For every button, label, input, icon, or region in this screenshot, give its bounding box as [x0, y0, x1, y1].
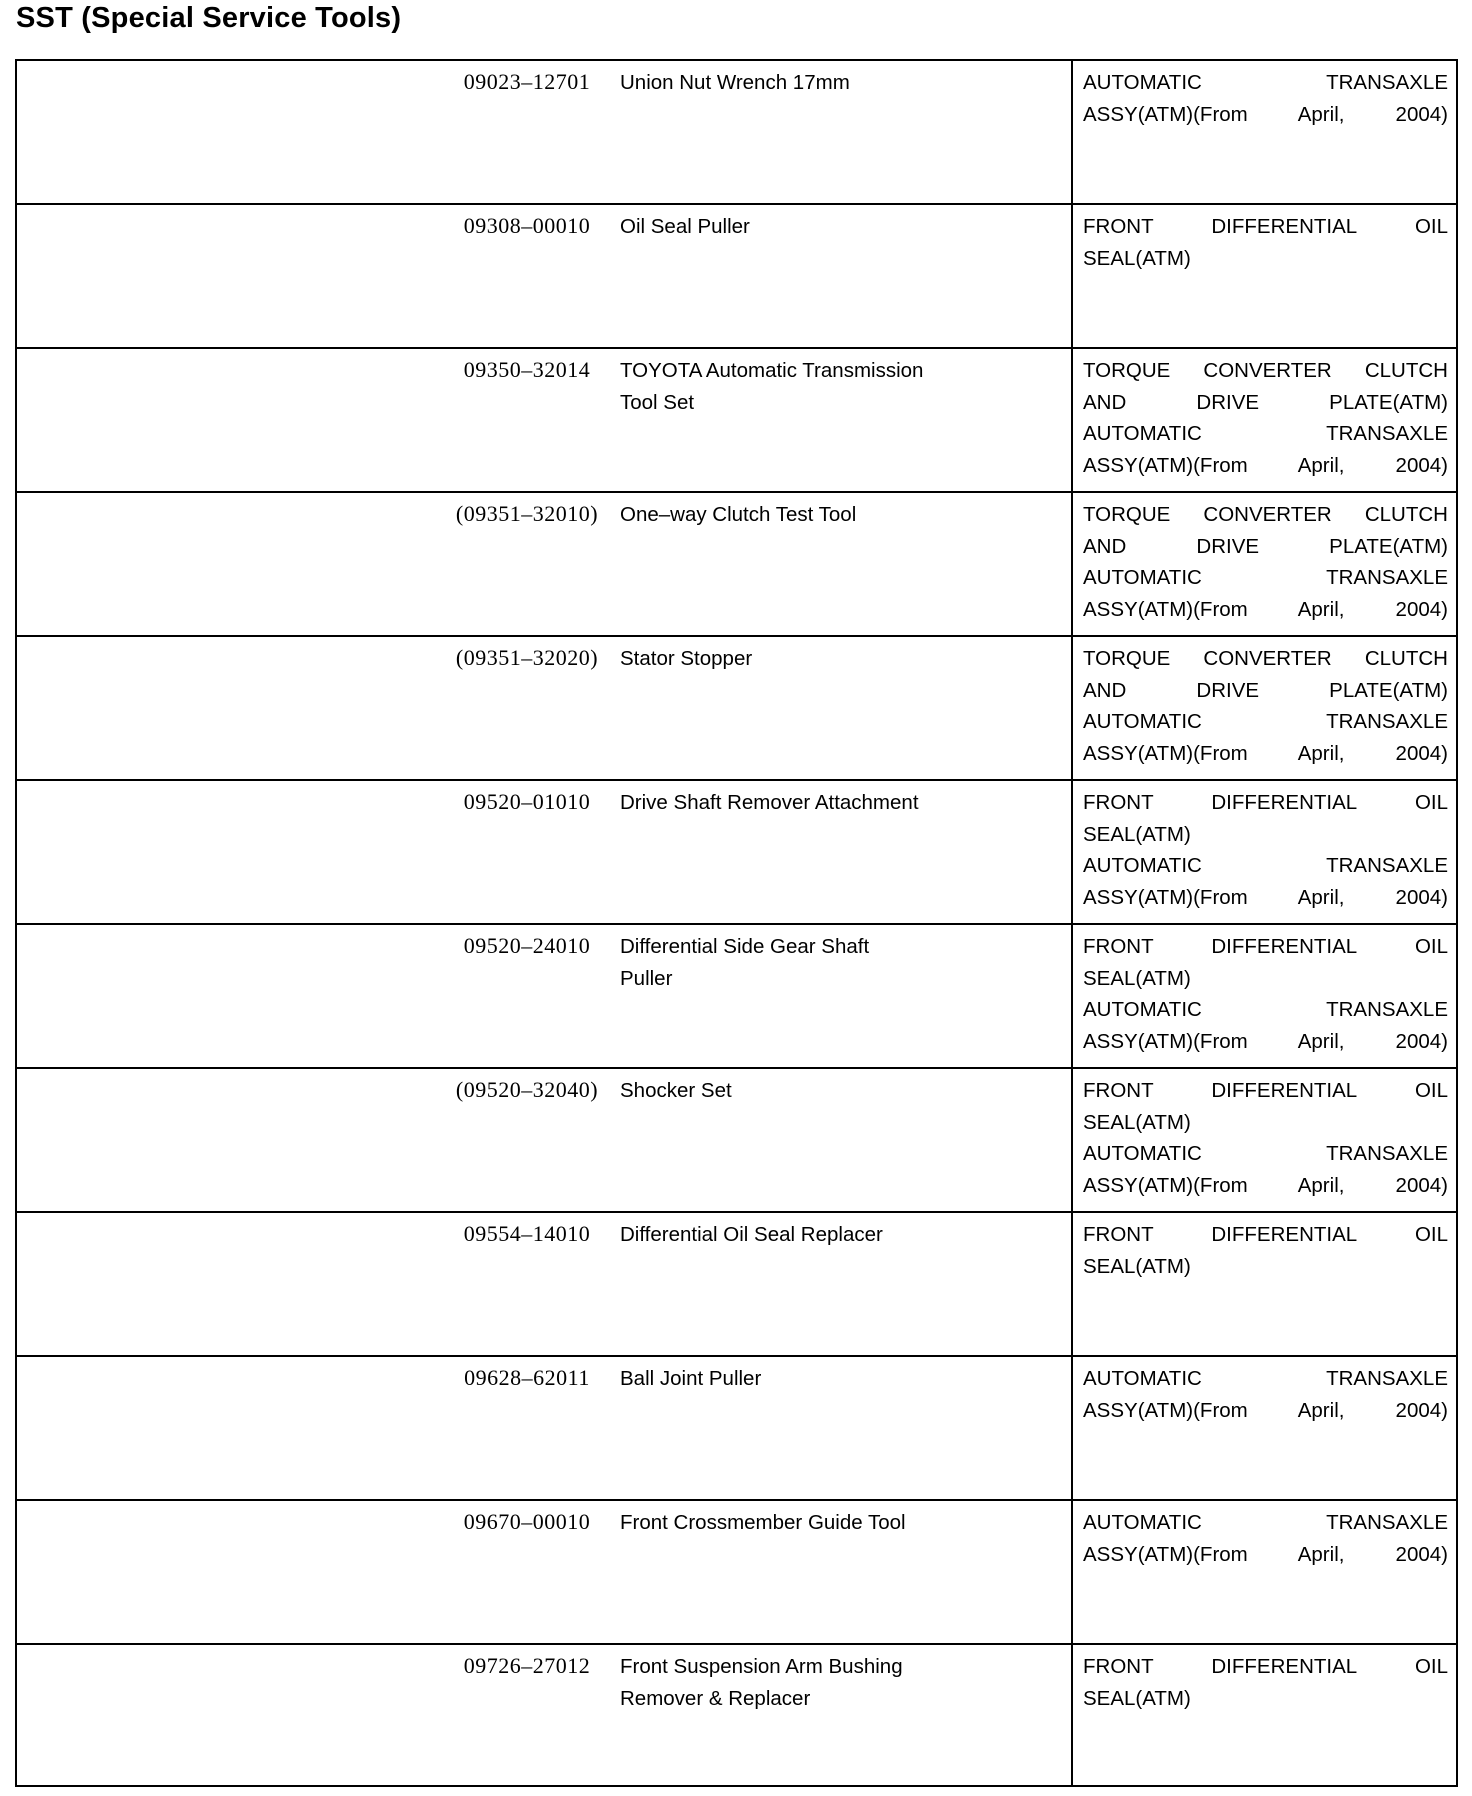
applicable-section [1071, 1069, 1458, 1211]
applicable-word: AUTOMATIC [1083, 1367, 1202, 1390]
applicable-line [1083, 243, 1448, 275]
applicable-line [1083, 418, 1448, 450]
tool-name [620, 211, 1060, 243]
applicable-line [1083, 562, 1448, 594]
part-number: 09726–27012 [463, 1653, 591, 1678]
applicable-section [1071, 781, 1458, 923]
applicable-word: AUTOMATIC [1083, 854, 1202, 877]
applicable-line [1083, 499, 1448, 531]
applicable-word: TRANSAXLE [1326, 1367, 1448, 1390]
tool-name [620, 1651, 1060, 1715]
applicable-line [1083, 850, 1448, 882]
applicable-line [1083, 1219, 1448, 1251]
applicable-word: CONVERTER [1203, 503, 1332, 526]
applicable-section [1071, 205, 1458, 347]
applicable-word: AND DRIVE PLATE(ATM) [1083, 678, 1448, 702]
applicable-line [1083, 1075, 1448, 1107]
applicable-line [1083, 355, 1448, 387]
applicable-line [1083, 994, 1448, 1026]
applicable-line [1083, 882, 1448, 914]
tool-name-line: Differential Side Gear Shaft [620, 935, 870, 958]
stator-stopper-icon [17, 637, 437, 779]
applicable-word: OIL [1414, 1655, 1448, 1678]
ball-joint-puller-icon [17, 1357, 437, 1499]
applicable-section [1071, 349, 1458, 491]
applicable-line [1083, 1107, 1448, 1139]
tool-name-line: Union Nut Wrench 17mm [620, 71, 850, 94]
tool-name [620, 355, 1060, 419]
tool-name [620, 1507, 1060, 1539]
tool-row [17, 61, 1456, 205]
applicable-line [1083, 211, 1448, 243]
tool-name-line: Front Suspension Arm Bushing [620, 1655, 903, 1678]
applicable-word: TRANSAXLE [1326, 566, 1448, 589]
tool-name-line: One–way Clutch Test Tool [620, 503, 857, 526]
part-number: 09023–12701 [463, 69, 591, 94]
applicable-word: OIL [1414, 215, 1448, 238]
tool-name-line: Shocker Set [620, 1079, 732, 1102]
applicable-line [1083, 1651, 1448, 1683]
applicable-word: SEAL(ATM) [1083, 1110, 1191, 1134]
applicable-word: SEAL(ATM) [1083, 966, 1191, 990]
union-nut-wrench-icon [17, 61, 437, 203]
part-number: (09520–32040) [455, 1077, 599, 1102]
tool-name-line: Ball Joint Puller [620, 1367, 762, 1390]
applicable-word: ASSY(ATM)(From April, 2004) [1083, 597, 1448, 621]
applicable-line [1083, 387, 1448, 419]
applicable-word: SEAL(ATM) [1083, 1254, 1191, 1278]
transmission-tool-set-icon [17, 349, 437, 491]
applicable-word: CONVERTER [1203, 647, 1332, 670]
applicable-word: ASSY(ATM)(From April, 2004) [1083, 885, 1448, 909]
applicable-word: OIL [1414, 1079, 1448, 1102]
oil-seal-replacer-icon [17, 1213, 437, 1355]
applicable-word: AND DRIVE PLATE(ATM) [1083, 390, 1448, 414]
applicable-word: SEAL(ATM) [1083, 246, 1191, 270]
tool-row [17, 1645, 1456, 1785]
applicable-word: TRANSAXLE [1326, 1511, 1448, 1534]
applicable-line [1083, 1683, 1448, 1715]
applicable-section [1071, 1213, 1458, 1355]
applicable-line [1083, 1395, 1448, 1427]
tool-name-line: Remover & Replacer [620, 1687, 811, 1710]
applicable-word: DIFFERENTIAL [1211, 935, 1358, 958]
tool-name-line: TOYOTA Automatic Transmission [620, 359, 924, 382]
applicable-word: AUTOMATIC [1083, 566, 1202, 589]
applicable-line [1083, 531, 1448, 563]
bushing-remover-replacer-icon [17, 1645, 437, 1785]
applicable-word: ASSY(ATM)(From April, 2004) [1083, 453, 1448, 477]
tool-row [17, 1357, 1456, 1501]
tool-name-line: Tool Set [620, 391, 695, 414]
applicable-section [1071, 1645, 1458, 1785]
applicable-word: DIFFERENTIAL [1211, 1655, 1358, 1678]
tool-row [17, 349, 1456, 493]
applicable-word: AUTOMATIC [1083, 422, 1202, 445]
applicable-section [1071, 925, 1458, 1067]
applicable-line [1083, 787, 1448, 819]
tool-name-line: Drive Shaft Remover Attachment [620, 791, 919, 814]
applicable-word: TORQUE [1083, 647, 1171, 670]
tool-name-line: Stator Stopper [620, 647, 753, 670]
applicable-word: TORQUE [1083, 359, 1171, 382]
applicable-word: FRONT [1083, 215, 1154, 238]
drive-shaft-remover-attachment-icon [17, 781, 437, 923]
applicable-word: FRONT [1083, 935, 1154, 958]
applicable-line [1083, 643, 1448, 675]
shocker-set-icon [17, 1069, 437, 1211]
applicable-line [1083, 819, 1448, 851]
part-number: 09628–62011 [464, 1365, 590, 1390]
tool-name-line: Differential Oil Seal Replacer [620, 1223, 883, 1246]
applicable-section [1071, 493, 1458, 635]
applicable-section [1071, 1501, 1458, 1643]
applicable-section [1071, 637, 1458, 779]
applicable-word: FRONT [1083, 1655, 1154, 1678]
applicable-word: DIFFERENTIAL [1211, 1223, 1358, 1246]
tool-name-line: Oil Seal Puller [620, 215, 750, 238]
part-number: 09670–00010 [463, 1509, 591, 1534]
applicable-line [1083, 1507, 1448, 1539]
applicable-line [1083, 594, 1448, 626]
applicable-line [1083, 1363, 1448, 1395]
applicable-word: DIFFERENTIAL [1211, 1079, 1358, 1102]
applicable-word: OIL [1414, 935, 1448, 958]
tool-row [17, 637, 1456, 781]
applicable-line [1083, 963, 1448, 995]
applicable-word: SEAL(ATM) [1083, 1686, 1191, 1710]
sst-table [15, 59, 1458, 1787]
tool-name [620, 499, 1060, 531]
applicable-word: CONVERTER [1203, 359, 1332, 382]
applicable-word: OIL [1414, 1223, 1448, 1246]
applicable-word: TRANSAXLE [1326, 422, 1448, 445]
applicable-word: AUTOMATIC [1083, 998, 1202, 1021]
applicable-word: ASSY(ATM)(From April, 2004) [1083, 1542, 1448, 1566]
tool-row [17, 1069, 1456, 1213]
applicable-line [1083, 931, 1448, 963]
applicable-word: OIL [1414, 791, 1448, 814]
applicable-line [1083, 450, 1448, 482]
applicable-word: TORQUE [1083, 503, 1171, 526]
applicable-word: TRANSAXLE [1326, 998, 1448, 1021]
part-number: (09351–32020) [455, 645, 599, 670]
part-number: 09308–00010 [463, 213, 591, 238]
applicable-section [1071, 1357, 1458, 1499]
applicable-word: FRONT [1083, 1223, 1154, 1246]
crossmember-guide-tool-icon [17, 1501, 437, 1643]
tool-row [17, 925, 1456, 1069]
one-way-clutch-test-tool-icon [17, 493, 437, 635]
applicable-line [1083, 738, 1448, 770]
applicable-word: TRANSAXLE [1326, 1142, 1448, 1165]
tool-row [17, 1213, 1456, 1357]
tool-name [620, 1075, 1060, 1107]
applicable-word: TRANSAXLE [1326, 71, 1448, 94]
tool-name [620, 643, 1060, 675]
tool-row [17, 205, 1456, 349]
applicable-word: CLUTCH [1364, 647, 1448, 670]
applicable-word: ASSY(ATM)(From April, 2004) [1083, 1029, 1448, 1053]
applicable-word: TRANSAXLE [1326, 710, 1448, 733]
applicable-word: AUTOMATIC [1083, 1511, 1202, 1534]
tool-name [620, 1219, 1060, 1251]
applicable-word: AUTOMATIC [1083, 1142, 1202, 1165]
applicable-word: FRONT [1083, 1079, 1154, 1102]
tool-name [620, 931, 1060, 995]
part-number: 09554–14010 [463, 1221, 591, 1246]
tool-name-line: Puller [620, 967, 673, 990]
applicable-word: SEAL(ATM) [1083, 822, 1191, 846]
applicable-line [1083, 1539, 1448, 1571]
applicable-word: CLUTCH [1364, 503, 1448, 526]
applicable-line [1083, 67, 1448, 99]
applicable-line [1083, 1026, 1448, 1058]
tool-name [620, 1363, 1060, 1395]
applicable-word: ASSY(ATM)(From April, 2004) [1083, 1173, 1448, 1197]
tool-name [620, 67, 1060, 99]
applicable-word: DIFFERENTIAL [1211, 791, 1358, 814]
applicable-section [1071, 61, 1458, 203]
applicable-word: ASSY(ATM)(From April, 2004) [1083, 741, 1448, 765]
applicable-line [1083, 706, 1448, 738]
part-number: (09351–32010) [455, 501, 599, 526]
applicable-line [1083, 1251, 1448, 1283]
oil-seal-puller-icon [17, 205, 437, 347]
applicable-word: TRANSAXLE [1326, 854, 1448, 877]
page-title: SST (Special Service Tools) [16, 2, 402, 34]
tool-row [17, 493, 1456, 637]
applicable-line [1083, 675, 1448, 707]
part-number: 09520–01010 [463, 789, 591, 814]
applicable-word: AUTOMATIC [1083, 710, 1202, 733]
applicable-line [1083, 99, 1448, 131]
applicable-word: FRONT [1083, 791, 1154, 814]
applicable-line [1083, 1170, 1448, 1202]
tool-name [620, 787, 1060, 819]
applicable-word: CLUTCH [1364, 359, 1448, 382]
part-number: 09520–24010 [463, 933, 591, 958]
applicable-word: AUTOMATIC [1083, 71, 1202, 94]
tool-row [17, 781, 1456, 925]
side-gear-shaft-puller-icon [17, 925, 437, 1067]
tool-row [17, 1501, 1456, 1645]
applicable-word: AND DRIVE PLATE(ATM) [1083, 534, 1448, 558]
part-number: 09350–32014 [463, 357, 591, 382]
applicable-word: DIFFERENTIAL [1211, 215, 1358, 238]
applicable-word: ASSY(ATM)(From April, 2004) [1083, 102, 1448, 126]
tool-name-line: Front Crossmember Guide Tool [620, 1511, 906, 1534]
applicable-word: ASSY(ATM)(From April, 2004) [1083, 1398, 1448, 1422]
applicable-line [1083, 1138, 1448, 1170]
